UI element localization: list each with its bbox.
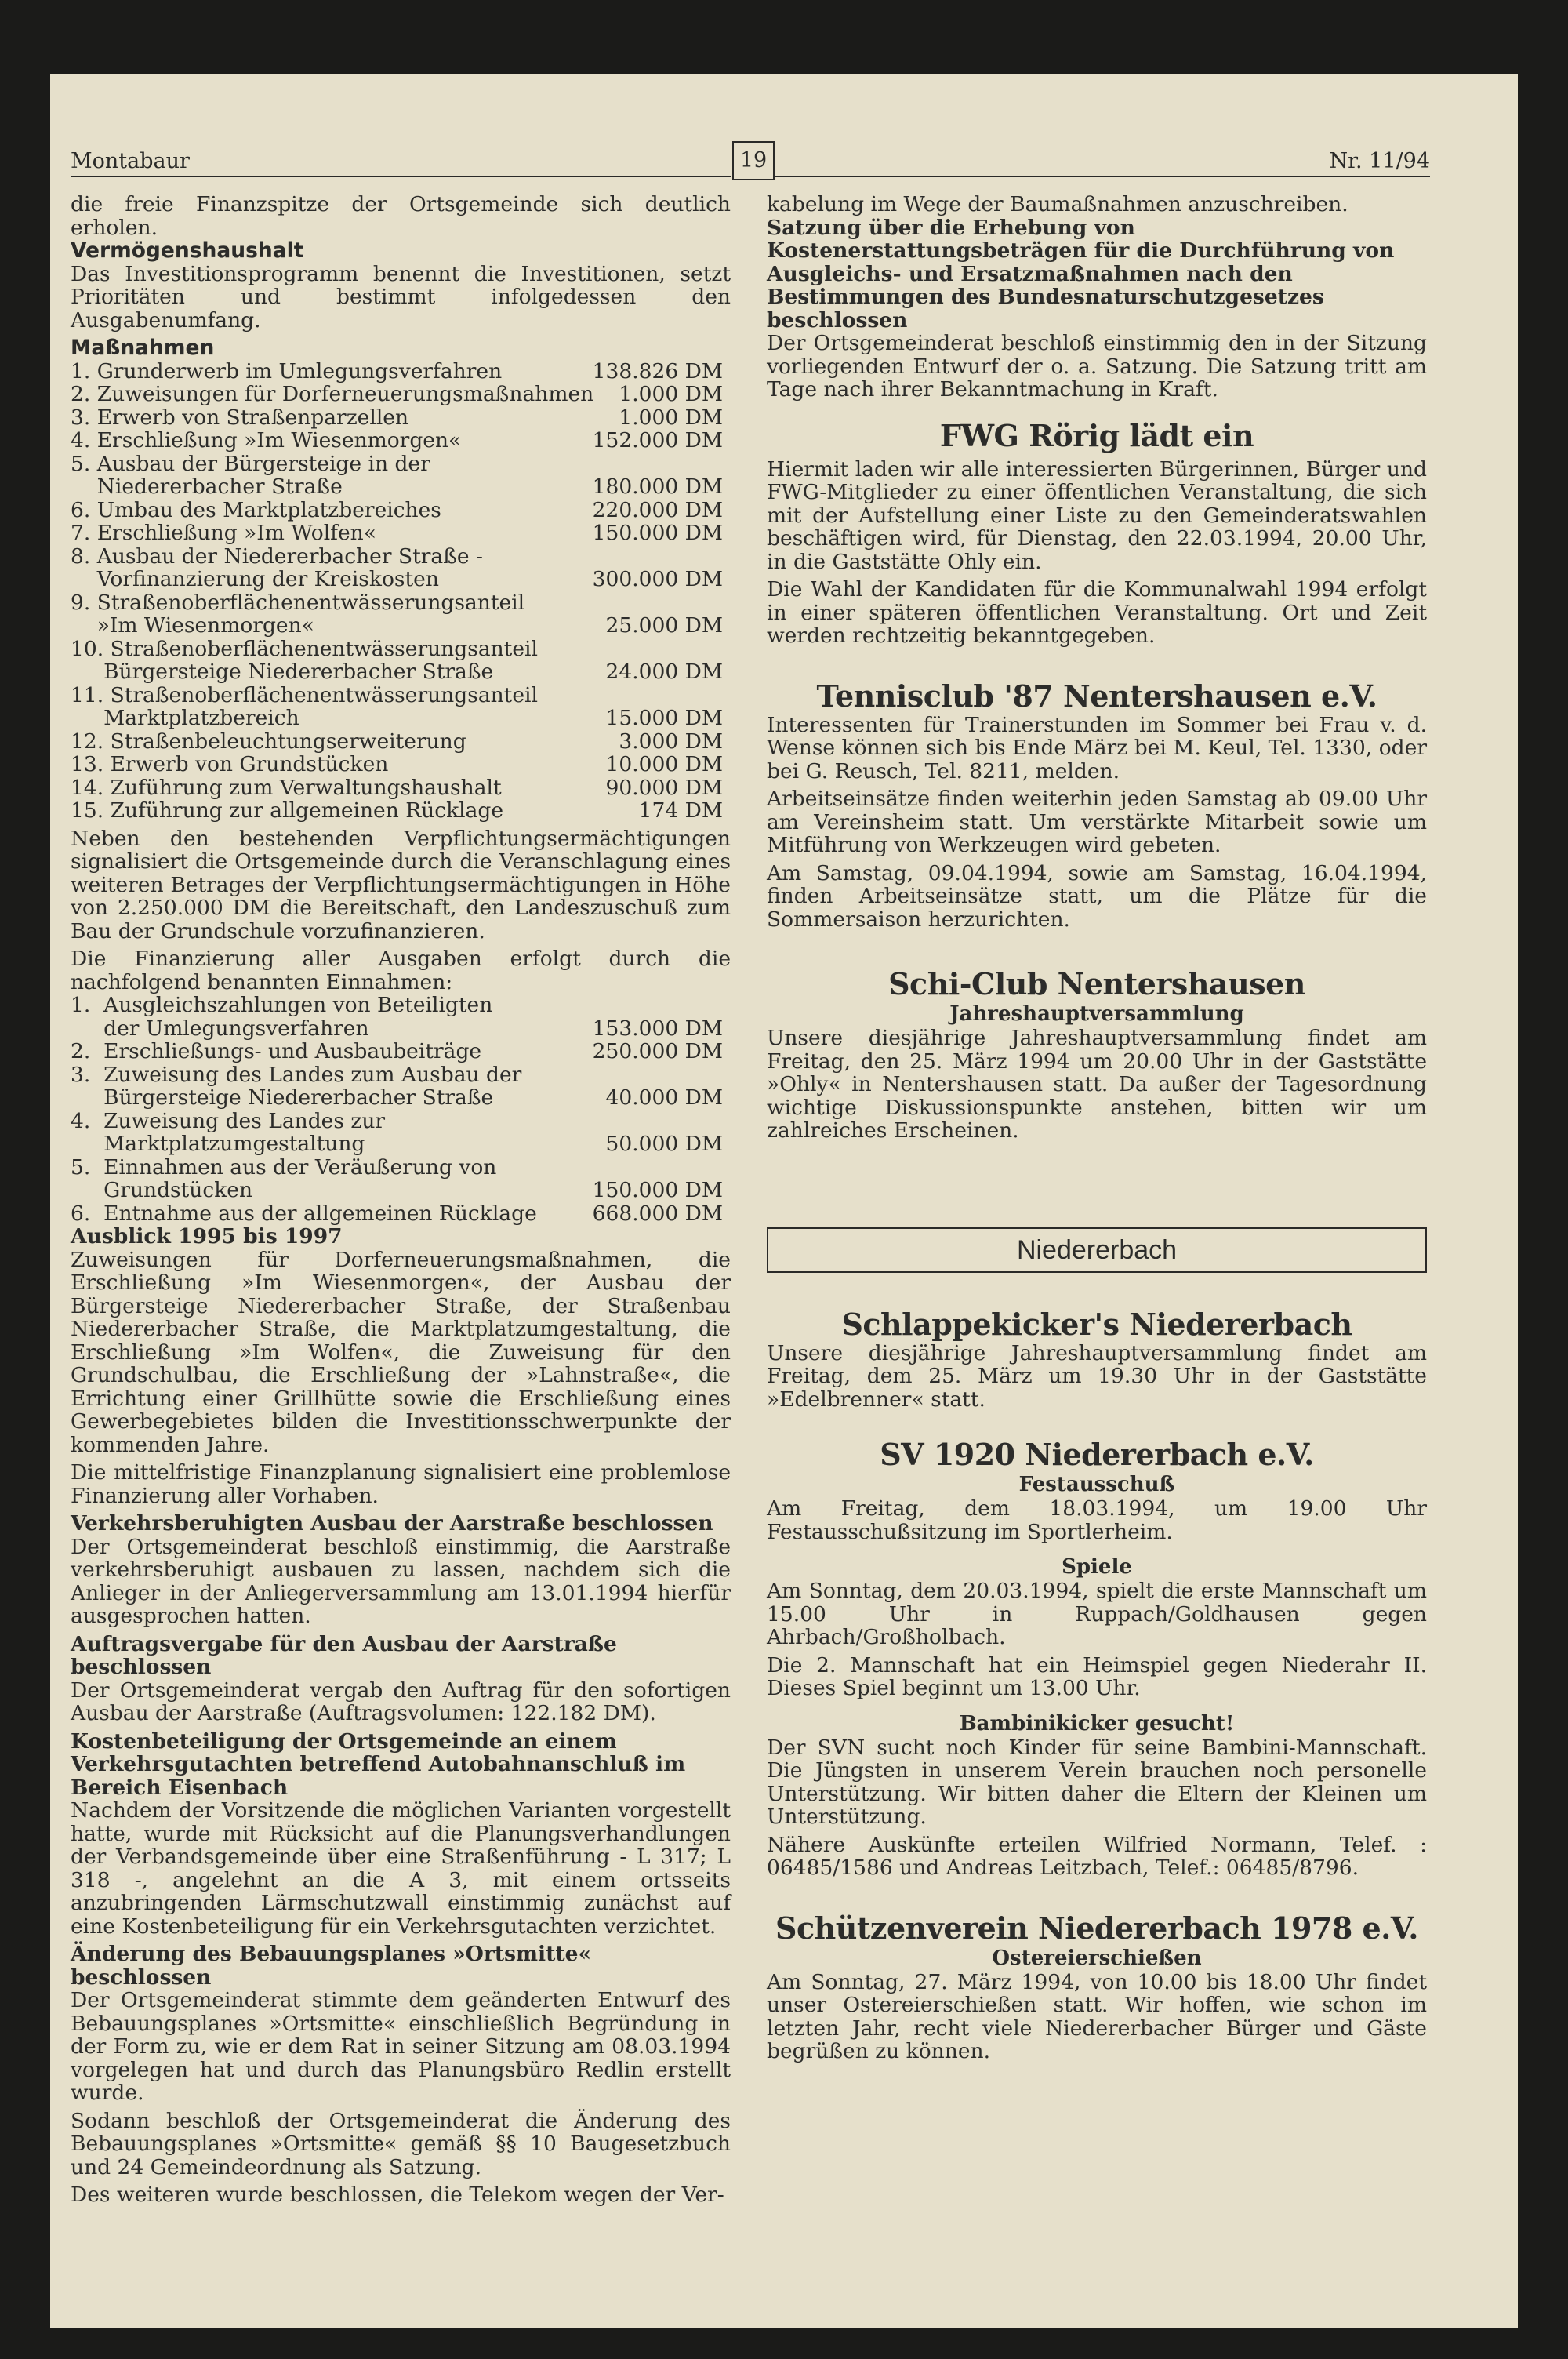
einnahme-row [71,1086,731,1110]
massnahme-row-amount: 220.000 DM [592,497,723,522]
massnahme-row [71,591,731,615]
massnahme-row-label: Vorfinanzierung der Kreiskosten [71,567,439,591]
massnahme-row-amount: 25.000 DM [605,613,723,638]
massnahme-row-amount: 10.000 DM [605,752,723,776]
massnahme-row-label: »Im Wiesenmorgen« [71,613,314,638]
massnahme-row-label: 13. Erwerb von Grundstücken [71,752,389,776]
massnahme-row [71,383,731,406]
header-rule-left [71,176,731,177]
schuetzen-title: Schützenverein Niedererbach 1978 e.V. [775,1910,1418,1946]
massnahme-row-label: 3. Erwerb von Straßenparzellen [71,405,409,430]
tennis-text-3: Am Samstag, 09.04.1994, sowie am Samstag, 16.04.1994, finden Arbeitseinsätze statt, um die Plätze für die Sommersaison herzurichten. [767,860,1427,932]
schuetzen-subtitle: Ostereierschießen [992,1946,1202,1970]
einnahme-row-label: 6. Entnahme aus der allgemeinen Rücklage [71,1201,537,1226]
fwg-text-2: Die Wahl der Kandidaten für die Kommunalwahl 1994 erfolgt in einer späteren öffentlichen Veranstaltung. Ort und Zeit werden rechtzeitig bekanntgegeben. [767,577,1427,648]
einnahme-row-label: 3. Zuweisung des Landes zum Ausbau der [71,1062,522,1087]
ausblick-text: Zuweisungen für Dorferneuerungsmaßnahmen, die Erschließung »Im Wiesenmorgen«, der Ausbau der Bürgersteige Niedererbacher Straße, der Straßenbau Niedererbacher Straße, die Marktplatzumgestaltung, die Erschließung »Im Wolfen«, die Zuweisung für den Grundschulbau, die Erschließung der »Lahnstraße«, die Errichtung einer Grillhütte sowie die Erschließung eines Gewerbegebietes bilden die Investitionsschwerpunkte der kommenden Jahre. [71,1247,731,1457]
fwg-title: FWG Rörig lädt ein [939,417,1254,453]
schi-subtitle: Jahreshauptversammlung [949,1002,1244,1026]
mittelfristig-text: Die mittelfristige Finanzplanung signalisiert eine problemlose Finanzierung aller Vorhaben. [71,1460,731,1508]
bebauung-heading: Änderung des Bebauungsplanes »Ortsmitte« beschlossen [71,1942,592,1990]
tennis-title: Tennisclub '87 Nentershausen e.V. [816,678,1377,714]
neben-text: Neben den bestehenden Verpflichtungsermächtigungen signalisiert die Ortsgemeinde durch die Veranschlagung eines weiteren Betrages der Verpflichtungsermächtigungen in Höhe von 2.250.000 DM die Bereitschaft, den Landeszuschuß zum Bau der Grundschule vorzufinanzieren. [71,826,731,943]
telekom-text: Des weiteren wurde beschlossen, die Telekom wegen der Ver- [71,2183,724,2207]
einnahme-row-label: Bürgersteige Niedererbacher Straße [71,1085,494,1110]
massnahme-row-label: 14. Zuführung zum Verwaltungshaushalt [71,775,502,800]
section-niedererbach: Niedererbach [767,1227,1427,1273]
massnahme-row-label: 11. Straßenoberflächenentwässerungsanteil [71,682,538,707]
massnahme-row [71,453,731,476]
right-column [767,193,1427,2063]
massnahme-row-label: 15. Zuführung zur allgemeinen Rücklage [71,798,504,823]
sodann-text: Sodann beschloß der Ortsgemeinderat die Änderung des Bebauungsplanes »Ortsmitte« gemäß §§ 10 Baugesetzbuch und 24 Gemeindeordnung als Satzung. [71,2108,731,2179]
massnahme-row [71,707,731,730]
massnahme-row-label: 12. Straßenbeleuchtungserweiterung [71,729,466,754]
auftrag-text: Der Ortsgemeinderat vergab den Auftrag für den sofortigen Ausbau der Aarstraße (Auftragsvolumen: 122.182 DM). [71,1677,731,1725]
sv-subtitle-bambini: Bambinikicker gesucht! [959,1711,1235,1736]
intro-text: die freie Finanzspitze der Ortsgemeinde sich deutlich erholen. [71,192,731,240]
massnahme-row-amount [723,638,731,661]
massnahme-row-amount [723,684,731,707]
bebauung-text: Der Ortsgemeinderat stimmte dem geänderten Entwurf des Bebauungsplanes »Ortsmitte« einschließlich Begründung in der Form zu, wie er dem Rat in seiner Sitzung am 08.03.1994 vorgelegen hat und durch das Planungsbüro Redlin erstellt wurde. [71,1988,731,2105]
massnahme-row-amount: 1.000 DM [619,382,723,406]
fwg-text-1: Hiermit laden wir alle interessierten Bürgerinnen, Bürger und FWG-Mitglieder zu einer öffentlichen Veranstaltung, die sich mit der Aufstellung einer Liste zu den Gemeinderatswahlen beschäftigen wird, für Dienstag, den 22.03.1994, 20.00 Uhr, in die Gaststätte Ohly ein. [767,456,1427,574]
massnahmen-heading: Maßnahmen [71,336,215,360]
kosten-text: Nachdem der Vorsitzende die möglichen Varianten vorgestellt hatte, wurde mit Rücksicht auf die Planungsverhandlungen der Verbandsgemeinde über eine Straßenführung - L 317; L 318 -, angelehnt an die A 3, mit einem ortsseits anzubringenden Lärmschutzwall einstimmig zunächst auf eine Kostenbeteiligung für ein Verkehrsgutachten verzichtet. [71,1798,731,1939]
massnahme-row [71,799,731,823]
massnahme-row [71,660,731,684]
massnahme-row [71,360,731,383]
massnahme-row [71,730,731,754]
massnahme-row-label: 5. Ausbau der Bürgersteige in der [71,451,430,476]
massnahme-row-amount: 15.000 DM [605,706,723,730]
sv-text-3: Die 2. Mannschaft hat ein Heimspiel gegen Niederahr II. Dieses Spiel beginnt um 13.00 Uhr. [767,1652,1427,1700]
einnahme-row-amount: 150.000 DM [592,1178,723,1202]
massnahme-row-label: 1. Grunderwerb im Umlegungsverfahren [71,358,503,383]
einnahme-row [71,1179,731,1202]
einnahme-row-amount: 153.000 DM [592,1016,723,1041]
massnahme-row-amount: 138.826 DM [592,358,723,383]
massnahmen-list [71,360,731,823]
einnahme-row [71,1017,731,1041]
einnahme-row [71,1202,731,1226]
schi-title: Schi-Club Nentershausen [888,966,1305,1001]
kosten-heading: Kostenbeteiligung der Ortsgemeinde an einem Verkehrsgutachten betreffend Autobahnanschluß im Bereich Eisenbach [71,1728,686,1800]
massnahme-row-amount: 90.000 DM [605,775,723,800]
header-rule-right [773,176,1430,177]
einnahme-row [71,1110,731,1133]
einnahme-row-amount: 668.000 DM [592,1201,723,1226]
header-issue: Nr. 11/94 [1329,149,1430,173]
einnahme-row [71,1040,731,1063]
einnahme-row-label: der Umlegungsverfahren [71,1016,369,1041]
massnahme-row [71,776,731,800]
einnahme-row-amount: 50.000 DM [605,1132,723,1156]
einnahme-row-label: Grundstücken [71,1178,253,1202]
tennis-text-1: Interessenten für Trainerstunden im Sommer bei Frau v. d. Wense können sich bis Ende März bei M. Keul, Tel. 1330, oder bei G. Reusch, Tel. 8211, melden. [767,712,1427,783]
massnahme-row-amount: 150.000 DM [592,521,723,545]
massnahme-row-label: 10. Straßenoberflächenentwässerungsanteil [71,636,538,661]
schuetzen-text: Am Sonntag, 27. März 1994, von 10.00 bis 18.00 Uhr findet unser Ostereierschießen statt. Wir hoffen, wie schon im letzten Jahr, recht viele Niedererbacher Bürger und Gäste begrüßen zu können. [767,1969,1427,2063]
massnahme-row [71,522,731,545]
einnahme-row-amount [723,1110,731,1133]
massnahme-row [71,568,731,591]
einnahme-row-amount [723,994,731,1017]
massnahme-row-amount [723,545,731,569]
satzung-text: Der Ortsgemeinderat beschloß einstimmig den in der Sitzung vorliegenden Entwurf der o. a. Satzung. Die Satzung tritt am Tage nach ihrer Bekanntmachung in Kraft. [767,331,1427,402]
einnahme-row [71,1063,731,1087]
verkehr-text: Der Ortsgemeinderat beschloß einstimmig, die Aarstraße verkehrsberuhigt ausbauen zu lassen, nachdem sich die Anlieger in der Anliegerversammlung am 13.01.1994 hierfür ausgesprochen hatten. [71,1534,731,1628]
einnahme-row-label: 5. Einnahmen aus der Veräußerung von [71,1154,497,1180]
left-column [71,193,731,2207]
page-number: 19 [732,141,775,180]
einnahme-row-label: 2. Erschließungs- und Ausbaubeiträge [71,1039,482,1063]
massnahme-row-amount: 24.000 DM [605,660,723,684]
einnahme-row-amount [723,1156,731,1180]
sv-text-4: Der SVN sucht noch Kinder für seine Bambini-Mannschaft. Die Jüngsten in unserem Verein brauchen noch personelle Unterstützung. Wir bitten daher die Eltern der Kleinen um Unterstützung. [767,1735,1427,1829]
ausblick-heading: Ausblick 1995 bis 1997 [71,1224,343,1249]
massnahme-row [71,684,731,707]
satzung-heading: Satzung über die Erhebung von Kostenerstattungsbeträgen für die Durchführung von Ausgleichs- und Ersatzmaßnahmen nach den Bestimmungen des Bundesnaturschutzgesetzes beschlossen [767,215,1395,333]
massnahme-row-amount: 152.000 DM [592,428,723,453]
massnahme-row-label: Marktplatzbereich [71,706,299,730]
massnahme-row-amount: 3.000 DM [619,729,723,754]
massnahme-row-amount: 174 DM [638,798,723,823]
sv-title: SV 1920 Niedererbach e.V. [880,1437,1314,1472]
massnahme-row [71,406,731,430]
massnahme-row-label: 7. Erschließung »Im Wolfen« [71,521,376,545]
finanzierung-text: Die Finanzierung aller Ausgaben erfolgt durch die nachfolgend benannten Einnahmen: [71,947,731,994]
massnahme-row-amount: 1.000 DM [619,405,723,430]
einnahme-row-label: Marktplatzumgestaltung [71,1132,365,1156]
einnahme-row [71,994,731,1017]
einnahme-row-amount: 250.000 DM [592,1039,723,1063]
schlappe-text: Unsere diesjährige Jahreshauptversammlung findet am Freitag, dem 25. März um 19.30 Uhr in der Gaststätte »Edelbrenner« statt. [767,1340,1427,1412]
einnahme-row-label: 1. Ausgleichszahlungen von Beteiligten [71,993,493,1017]
massnahme-row-label: 2. Zuweisungen für Dorferneuerungsmaßnahmen [71,382,594,406]
massnahme-row [71,499,731,522]
sv-subtitle-spiele: Spiele [1062,1555,1132,1579]
einnahme-row-label: 4. Zuweisung des Landes zur [71,1108,386,1133]
sv-subtitle-festausschuss: Festausschuß [1018,1473,1175,1496]
vermoegen-text: Das Investitionsprogramm benennt die Investitionen, setzt Prioritäten und bestimmt infolgedessen den Ausgabenumfang. [71,261,731,333]
schi-text: Unsere diesjährige Jahreshauptversammlung findet am Freitag, den 25. März 1994 um 20.00 Uhr in der Gaststätte »Ohly« in Nentershausen statt. Da außer der Tagesordnung wichtige Diskussionspunkte anstehen, bitten wir um zahlreiches Erscheinen. [767,1026,1427,1143]
einnahme-row [71,1156,731,1180]
massnahme-row [71,753,731,776]
tennis-text-2: Arbeitseinsätze finden weiterhin jeden Samstag ab 09.00 Uhr am Vereinsheim statt. Um verstärkte Mitarbeit sowie um Mitführung von Werkzeugen wird gebeten. [767,787,1427,857]
massnahme-row-label: 6. Umbau des Marktplatzbereiches [71,497,441,522]
schlappe-title: Schlappekicker's Niedererbach [841,1306,1352,1342]
vermoegen-heading: Vermögenshaushalt [71,238,304,263]
verkehr-heading: Verkehrsberuhigten Ausbau der Aarstraße beschlossen [71,1511,713,1536]
massnahme-row [71,429,731,453]
cont-text: kabelung im Wege der Baumaßnahmen anzuschreiben. [767,192,1348,216]
massnahme-row-amount [723,591,731,615]
massnahme-row-amount: 180.000 DM [592,474,723,499]
massnahme-row-label: Niedererbacher Straße [71,474,343,499]
sv-text-2: Am Sonntag, dem 20.03.1994, spielt die erste Mannschaft um 15.00 Uhr in Ruppach/Goldhausen gegen Ahrbach/Großholbach. [767,1579,1427,1649]
einnahme-row [71,1132,731,1156]
massnahme-row-label: 8. Ausbau der Niedererbacher Straße - [71,543,483,569]
massnahme-row-label: 9. Straßenoberflächenentwässerungsanteil [71,590,525,615]
massnahme-row-amount: 300.000 DM [592,567,723,591]
massnahme-row [71,614,731,638]
massnahme-row [71,638,731,661]
massnahme-row [71,475,731,499]
einnahme-row-amount: 40.000 DM [605,1085,723,1110]
auftrag-heading: Auftragsvergabe für den Ausbau der Aarstraße beschlossen [71,1631,617,1679]
einnahme-row-amount [723,1063,731,1087]
massnahme-row-label: Bürgersteige Niedererbacher Straße [71,660,494,684]
header-town: Montabaur [71,149,190,173]
massnahme-row-label: 4. Erschließung »Im Wiesenmorgen« [71,428,462,453]
massnahme-row-amount [723,453,731,476]
sv-text-5: Nähere Auskünfte erteilen Wilfried Normann, Telef. : 06485/1586 und Andreas Leitzbach, Telef.: 06485/8796. [767,1832,1427,1880]
massnahme-row [71,545,731,569]
einnahmen-list [71,994,731,1225]
sv-text-1: Am Freitag, dem 18.03.1994, um 19.00 Uhr Festausschußsitzung im Sportlerheim. [767,1496,1427,1544]
